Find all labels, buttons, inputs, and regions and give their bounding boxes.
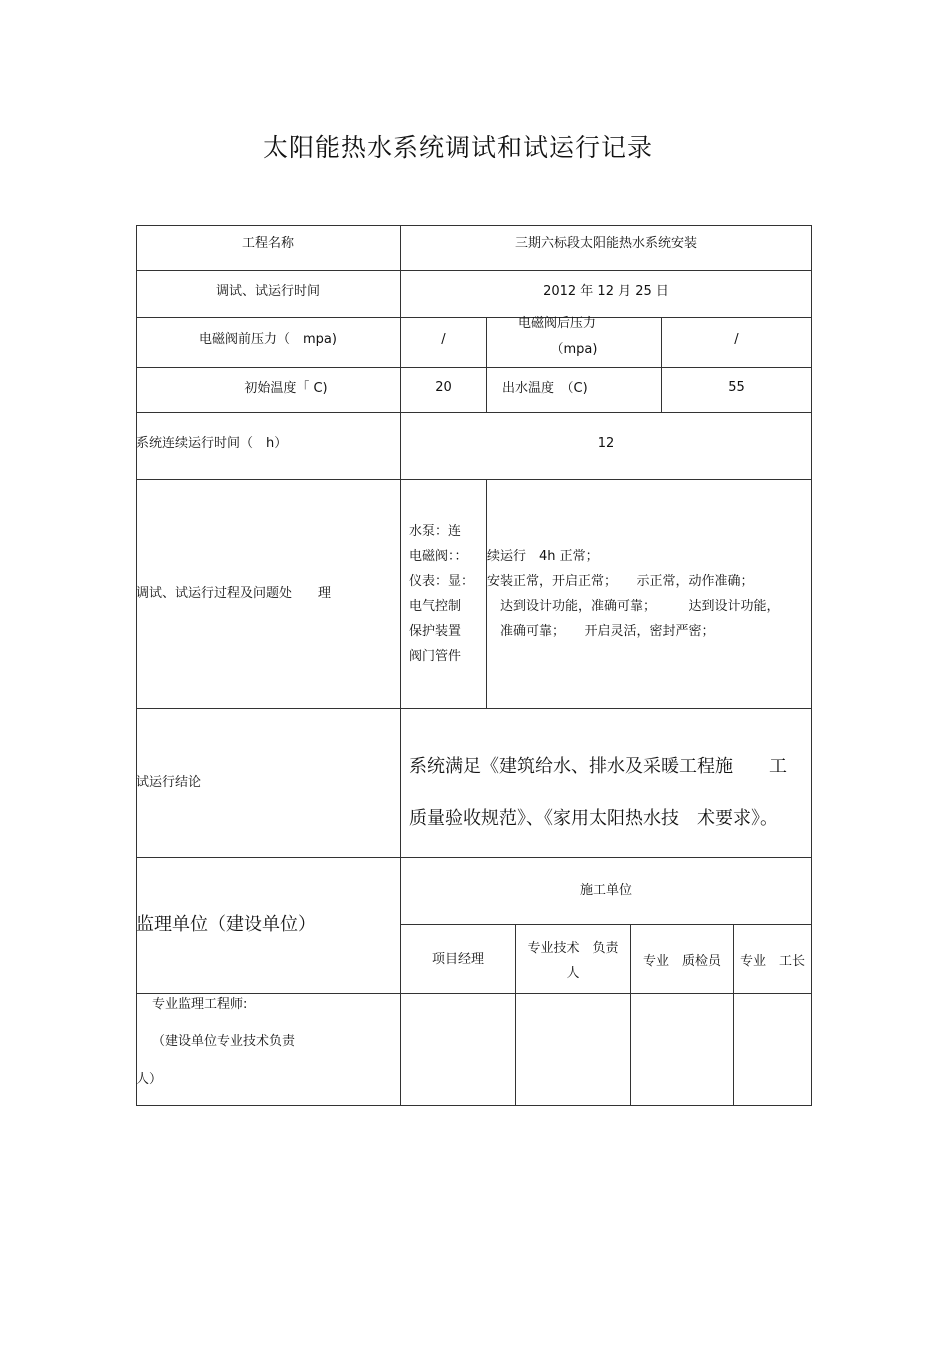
row-line — [401, 924, 812, 925]
project-manager-label: 项目经理 — [431, 952, 484, 967]
col-line — [733, 924, 734, 1106]
foreman-label: 专业 工长 — [739, 954, 805, 969]
tech-lead-label-cont: 人 — [566, 966, 580, 981]
pressure-before-value: / — [441, 332, 446, 347]
owner-tech-lead-label: （建设单位专业技术负责 — [152, 1034, 296, 1049]
row-line — [136, 367, 812, 368]
pressure-after-label: 电磁阀后压力 — [517, 316, 596, 331]
tech-lead-label: 专业技术 负责 — [527, 941, 619, 956]
col-line — [630, 924, 631, 1106]
process-items: 水泵：连 电磁阀：： 仪表：显： 电气控制 保护装置 阀门管件 — [409, 524, 475, 664]
table-border-top — [136, 225, 812, 226]
run-time-value: 12 — [597, 436, 615, 451]
run-time-label: 系统连续运行时间（ h） — [136, 436, 288, 451]
row-line — [136, 317, 812, 318]
test-time-label: 调试、试运行时间 — [215, 284, 320, 299]
table-border-left — [136, 225, 137, 1106]
table-border-bottom — [136, 1105, 812, 1106]
pressure-after-label-unit: （mpa) — [550, 342, 598, 357]
conclusion-text: 系统满足《建筑给水、排水及采暖工程施 工 质量验收规范》、《家用太阳热水技 术要求》。 — [409, 756, 787, 829]
project-name-value: 三期六标段太阳能热水系统安装 — [514, 236, 697, 251]
outlet-temperature-label: 出水温度 （C) — [502, 381, 588, 396]
row-line — [136, 708, 812, 709]
row-line — [136, 412, 812, 413]
outlet-temperature-value: 55 — [728, 380, 745, 395]
row-line — [136, 270, 812, 271]
process-label: 调试、试运行过程及问题处 理 — [136, 586, 332, 601]
pressure-before-label: 电磁阀前压力（ mpa) — [199, 332, 337, 347]
row-line — [136, 479, 812, 480]
col-line — [400, 225, 401, 1106]
owner-tech-lead-label-cont: 人） — [136, 1072, 163, 1087]
initial-temperature-value: 20 — [435, 380, 452, 395]
process-results: 续运行 4h 正常； 安装正常，开启正常； 示正常，动作准确； 达到设计功能，准确可靠； 达到设计功能， 准确可靠； 开启灵活，密封严密； — [487, 549, 780, 639]
project-name-label: 工程名称 — [241, 236, 294, 251]
test-time-value: 2012 年 12 月 25 日 — [543, 284, 669, 299]
row-line — [136, 857, 812, 858]
conclusion-label: 试运行结论 — [136, 775, 202, 790]
page-title: 太阳能热水系统调试和试运行记录 — [262, 133, 653, 162]
row-line — [136, 993, 812, 994]
quality-inspector-label: 专业 质检员 — [642, 954, 721, 969]
initial-temperature-label: 初始温度「 C) — [244, 381, 328, 396]
construction-unit-label: 施工单位 — [579, 883, 632, 898]
record-table — [136, 225, 812, 1106]
pressure-after-value: / — [734, 332, 739, 347]
supervising-engineer-label: 专业监理工程师: — [152, 997, 248, 1012]
table-border-right — [811, 225, 812, 1106]
supervision-unit-label: 监理单位（建设单位） — [136, 914, 316, 935]
